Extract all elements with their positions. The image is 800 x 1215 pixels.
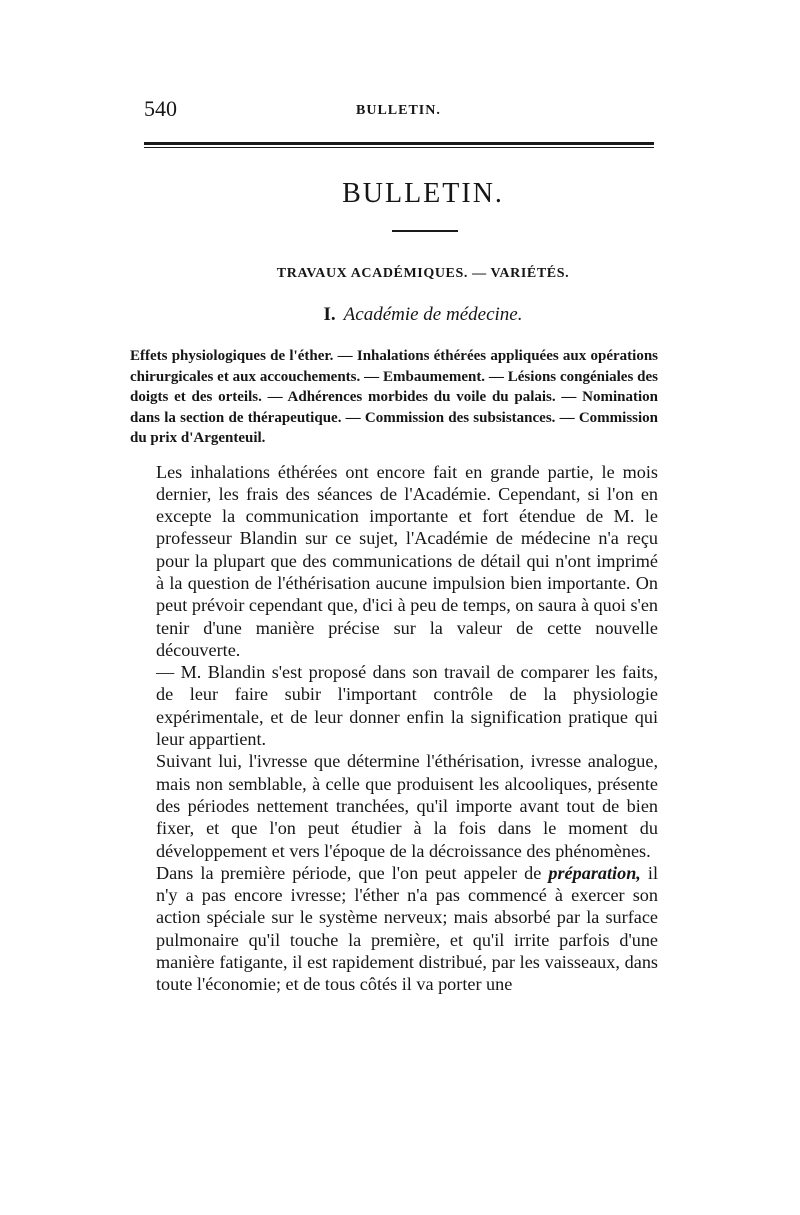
body-paragraph: Suivant lui, l'ivresse que détermine l'éthérisation, ivresse analogue, mais non semblable, à celle que produisent les alcooliques, présente des périodes nettement tranchées, qu'il importe avant tout de bien fixer, et que l'on peut étudier à la fois dans le moment du développement et vers l'époque de la décroissance des phénomènes.: [156, 751, 658, 861]
subsection-title: [188, 304, 658, 326]
body-text-run: Dans la première période, que l'on peut appeler de: [156, 862, 549, 883]
summary-paragraph: Effets physiologiques de l'éther. — Inhalations éthérées appliquées aux opérations chirurgicales et aux accouchements. — Embaumement. — Lésions congéniales des doigts et des orteils. — Adhérences morbides du voile du palais. — Nomination dans la section de thérapeutique. — Commission des subsistances. — Commission du prix d'Argenteuil.: [130, 348, 658, 446]
emphasis-text: préparation,: [548, 862, 641, 883]
article-body: [156, 461, 658, 996]
body-paragraph: — M. Blandin s'est proposé dans son travail de comparer les faits, de leur faire subir l'important contrôle de la physiologie expérimentale, et de leur donner enfin la signification pratique qui leur appartient.: [156, 662, 658, 750]
title-divider: [392, 230, 458, 232]
body-text-run: il n'y a pas encore ivresse; l'éther n'a pas commencé à exercer son action spéciale sur le système nerveux; mais absorbé par la surface pulmonaire qu'il touche la première, et qu'il irrite parfois d'une manière fatigante, il est rapidement distribué, par les vaisseaux, dans toute l'économie; et de tous côtés il va porter une: [156, 862, 659, 995]
header-double-rule: [144, 142, 654, 148]
running-title: BULLETIN.: [356, 103, 441, 118]
subsection-name: Académie de médecine.: [343, 304, 523, 325]
subsection-number: I.: [323, 304, 336, 325]
document-page: [130, 92, 659, 996]
page-title: BULLETIN.: [342, 178, 504, 209]
body-paragraph: [156, 862, 658, 996]
body-paragraph: Les inhalations éthérées ont encore fait en grande partie, le mois dernier, les frais des séances de l'Académie. Cependant, si l'on en excepte la communication importante et fort étendue de M. le professeur Blandin sur ce sujet, l'Académie de médecine n'a reçu pour la plupart que des communications de détail qui n'ont imprimé à la question de l'éthérisation aucune impulsion bien importante. On peut prévoir cependant que, d'ici à peu de temps, on saura à quoi s'en tenir d'une manière précise sur la valeur de cette nouvelle découverte.: [156, 461, 658, 660]
section-title: TRAVAUX ACADÉMIQUES. — VARIÉTÉS.: [276, 266, 570, 281]
running-head: [144, 92, 658, 126]
page-number: 540: [144, 96, 177, 121]
